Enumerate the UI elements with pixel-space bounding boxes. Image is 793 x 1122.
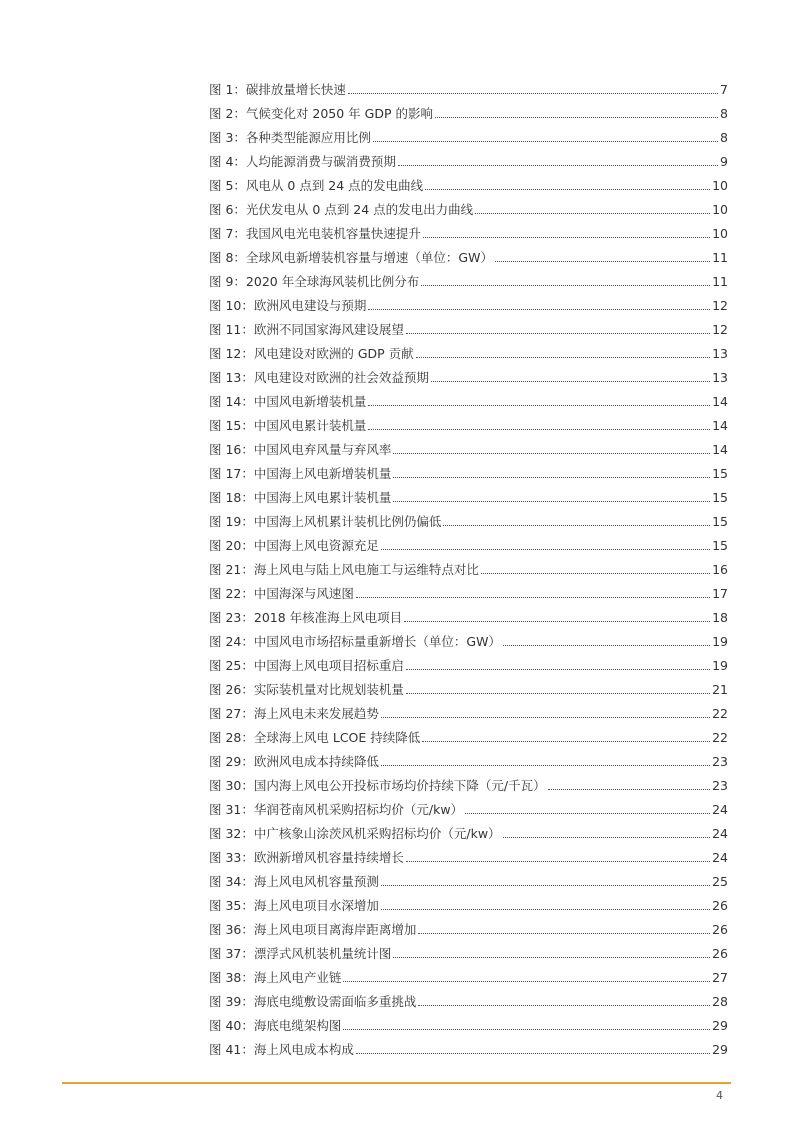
toc-leader-dots	[393, 452, 710, 454]
toc-leader-dots	[416, 356, 710, 358]
toc-entry-title: 图 23：2018 年核准海上风电项目	[209, 610, 403, 625]
toc-leader-dots	[393, 956, 710, 958]
toc-entry[interactable]	[209, 1034, 728, 1058]
toc-entry-title: 图 12：风电建设对欧洲的 GDP 贡献	[209, 346, 414, 361]
toc-entry[interactable]	[209, 242, 728, 266]
toc-entry-title: 图 27：海上风电未来发展趋势	[209, 706, 379, 721]
toc-entry-page: 23	[712, 778, 728, 793]
toc-leader-dots	[406, 860, 710, 862]
toc-leader-dots	[393, 476, 710, 478]
toc-entry[interactable]	[209, 218, 728, 242]
toc-entry-title: 图 7：我国风电光电装机容量快速提升	[209, 226, 421, 241]
toc-entry[interactable]	[209, 938, 728, 962]
toc-entry-page: 17	[712, 586, 728, 601]
toc-entry[interactable]	[209, 386, 728, 410]
toc-leader-dots	[425, 188, 710, 190]
toc-entry-page: 12	[712, 322, 728, 337]
toc-entry[interactable]	[209, 338, 728, 362]
toc-entry-title: 图 4：人均能源消费与碳消费预期	[209, 154, 396, 169]
toc-leader-dots	[423, 236, 710, 238]
toc-leader-dots	[418, 932, 710, 934]
toc-entry[interactable]	[209, 698, 728, 722]
toc-entry-title: 图 3：各种类型能源应用比例	[209, 130, 371, 145]
toc-leader-dots	[368, 428, 710, 430]
toc-entry-page: 9	[720, 154, 728, 169]
toc-entry[interactable]	[209, 458, 728, 482]
toc-entry-page: 23	[712, 754, 728, 769]
toc-leader-dots	[548, 788, 711, 790]
toc-entry-page: 24	[712, 802, 728, 817]
toc-leader-dots	[398, 164, 718, 166]
toc-entry[interactable]	[209, 722, 728, 746]
toc-entry-title: 图 1：碳排放量增长快速	[209, 82, 346, 97]
toc-leader-dots	[381, 548, 710, 550]
page-number: 4	[716, 1089, 723, 1102]
toc-entry-page: 13	[712, 370, 728, 385]
toc-entry-title: 图 30：国内海上风电公开投标市场均价持续下降（元/千瓦）	[209, 778, 546, 793]
toc-leader-dots	[393, 500, 710, 502]
toc-entry[interactable]	[209, 506, 728, 530]
toc-entry[interactable]	[209, 530, 728, 554]
toc-entry[interactable]	[209, 194, 728, 218]
toc-entry-page: 8	[720, 106, 728, 121]
toc-entry[interactable]	[209, 818, 728, 842]
toc-leader-dots	[381, 716, 710, 718]
toc-leader-dots	[503, 836, 711, 838]
toc-leader-dots	[475, 212, 710, 214]
toc-entry-page: 27	[712, 970, 728, 985]
toc-entry-title: 图 37：漂浮式风机装机量统计图	[209, 946, 392, 961]
toc-entry-page: 26	[712, 946, 728, 961]
toc-leader-dots	[481, 572, 710, 574]
toc-entry-page: 15	[712, 466, 728, 481]
toc-entry-title: 图 2：气候变化对 2050 年 GDP 的影响	[209, 106, 433, 121]
toc-entry-title: 图 39：海底电缆敷设需面临多重挑战	[209, 994, 417, 1009]
toc-entry-page: 25	[712, 874, 728, 889]
toc-entry[interactable]	[209, 746, 728, 770]
toc-entry[interactable]	[209, 266, 728, 290]
toc-entry-page: 16	[712, 562, 728, 577]
toc-leader-dots	[406, 668, 710, 670]
table-of-figures	[209, 74, 728, 1058]
toc-entry-page: 22	[712, 730, 728, 745]
toc-entry-title: 图 18：中国海上风电累计装机量	[209, 490, 392, 505]
toc-leader-dots	[381, 884, 710, 886]
toc-leader-dots	[343, 980, 710, 982]
toc-entry-title: 图 33：欧洲新增风机容量持续增长	[209, 850, 404, 865]
toc-entry-title: 图 22：中国海深与风速图	[209, 586, 354, 601]
toc-entry-title: 图 17：中国海上风电新增装机量	[209, 466, 392, 481]
toc-entry-title: 图 20：中国海上风电资源充足	[209, 538, 379, 553]
toc-entry[interactable]	[209, 434, 728, 458]
toc-entry-title: 图 26：实际装机量对比规划装机量	[209, 682, 404, 697]
toc-entry-title: 图 19：中国海上风机累计装机比例仍偏低	[209, 514, 442, 529]
toc-entry[interactable]	[209, 314, 728, 338]
toc-leader-dots	[368, 308, 710, 310]
toc-leader-dots	[435, 116, 718, 118]
toc-entry[interactable]	[209, 122, 728, 146]
toc-leader-dots	[381, 908, 710, 910]
toc-entry-title: 图 34：海上风电风机容量预测	[209, 874, 379, 889]
toc-entry-page: 15	[712, 514, 728, 529]
toc-entry-title: 图 28：全球海上风电 LCOE 持续降低	[209, 730, 421, 745]
toc-entry[interactable]	[209, 626, 728, 650]
toc-entry-page: 26	[712, 898, 728, 913]
toc-entry-page: 26	[712, 922, 728, 937]
toc-entry-title: 图 10：欧洲风电建设与预期	[209, 298, 367, 313]
toc-entry[interactable]	[209, 674, 728, 698]
toc-entry-page: 8	[720, 130, 728, 145]
toc-entry-page: 14	[712, 418, 728, 433]
toc-entry-title: 图 15：中国风电累计装机量	[209, 418, 367, 433]
toc-entry[interactable]	[209, 914, 728, 938]
toc-entry[interactable]	[209, 602, 728, 626]
toc-entry-page: 14	[712, 394, 728, 409]
toc-entry-title: 图 29：欧洲风电成本持续降低	[209, 754, 379, 769]
toc-entry-title: 图 21：海上风电与陆上风电施工与运维特点对比	[209, 562, 479, 577]
toc-entry-title: 图 6：光伏发电从 0 点到 24 点的发电出力曲线	[209, 202, 474, 217]
toc-entry-title: 图 13：风电建设对欧洲的社会效益预期	[209, 370, 429, 385]
toc-leader-dots	[381, 764, 710, 766]
toc-entry[interactable]	[209, 98, 728, 122]
toc-entry-page: 11	[712, 274, 728, 289]
toc-entry-page: 10	[712, 226, 728, 241]
toc-entry[interactable]	[209, 1010, 728, 1034]
toc-entry-title: 图 25：中国海上风电项目招标重启	[209, 658, 404, 673]
toc-entry-title: 图 32：中广核象山涂茨风机采购招标均价（元/kw）	[209, 826, 501, 841]
toc-entry-title: 图 40：海底电缆架构图	[209, 1018, 342, 1033]
toc-leader-dots	[443, 524, 710, 526]
toc-entry[interactable]	[209, 170, 728, 194]
toc-entry-page: 13	[712, 346, 728, 361]
toc-entry-page: 24	[712, 826, 728, 841]
toc-entry-title: 图 5：风电从 0 点到 24 点的发电曲线	[209, 178, 424, 193]
toc-entry-title: 图 9：2020 年全球海风装机比例分布	[209, 274, 420, 289]
toc-entry-page: 14	[712, 442, 728, 457]
toc-entry-page: 10	[712, 202, 728, 217]
toc-leader-dots	[406, 692, 710, 694]
toc-entry[interactable]	[209, 482, 728, 506]
toc-entry-title: 图 31：华润苍南风机采购招标均价（元/kw）	[209, 802, 464, 817]
toc-entry-title: 图 41：海上风电成本构成	[209, 1042, 354, 1057]
toc-leader-dots	[406, 332, 710, 334]
toc-entry-title: 图 36：海上风电项目离海岸距离增加	[209, 922, 417, 937]
toc-leader-dots	[356, 596, 710, 598]
toc-entry-page: 10	[712, 178, 728, 193]
toc-entry-page: 21	[712, 682, 728, 697]
toc-entry[interactable]	[209, 146, 728, 170]
toc-entry-title: 图 11：欧洲不同国家海风建设展望	[209, 322, 404, 337]
toc-leader-dots	[343, 1028, 710, 1030]
toc-leader-dots	[348, 92, 718, 94]
toc-entry[interactable]	[209, 962, 728, 986]
toc-entry-title: 图 14：中国风电新增装机量	[209, 394, 367, 409]
toc-entry-title: 图 38：海上风电产业链	[209, 970, 342, 985]
toc-entry-page: 15	[712, 538, 728, 553]
toc-leader-dots	[356, 1052, 710, 1054]
toc-entry-page: 22	[712, 706, 728, 721]
toc-entry[interactable]	[209, 578, 728, 602]
toc-entry-page: 15	[712, 490, 728, 505]
toc-leader-dots	[421, 284, 710, 286]
toc-leader-dots	[368, 404, 710, 406]
toc-entry-page: 7	[720, 82, 728, 97]
toc-entry[interactable]	[209, 794, 728, 818]
toc-leader-dots	[431, 380, 710, 382]
toc-entry-page: 12	[712, 298, 728, 313]
toc-entry[interactable]	[209, 362, 728, 386]
toc-entry[interactable]	[209, 770, 728, 794]
toc-entry[interactable]	[209, 650, 728, 674]
toc-entry[interactable]	[209, 290, 728, 314]
toc-leader-dots	[422, 740, 710, 742]
toc-entry[interactable]	[209, 410, 728, 434]
toc-entry-page: 18	[712, 610, 728, 625]
toc-entry-page: 29	[712, 1018, 728, 1033]
toc-entry-page: 24	[712, 850, 728, 865]
toc-entry-title: 图 35：海上风电项目水深增加	[209, 898, 379, 913]
toc-leader-dots	[404, 620, 710, 622]
toc-entry-title: 图 24：中国风电市场招标量重新增长（单位：GW）	[209, 634, 501, 649]
toc-entry[interactable]	[209, 74, 728, 98]
toc-leader-dots	[503, 644, 710, 646]
toc-entry[interactable]	[209, 554, 728, 578]
toc-leader-dots	[465, 812, 710, 814]
toc-entry-page: 19	[712, 658, 728, 673]
toc-entry-page: 11	[712, 250, 728, 265]
toc-entry-title: 图 16：中国风电弃风量与弃风率	[209, 442, 392, 457]
toc-entry[interactable]	[209, 866, 728, 890]
toc-entry-page: 29	[712, 1042, 728, 1057]
toc-leader-dots	[373, 140, 718, 142]
footer-divider	[62, 1082, 731, 1084]
toc-entry[interactable]	[209, 890, 728, 914]
toc-leader-dots	[495, 260, 710, 262]
toc-entry[interactable]	[209, 842, 728, 866]
toc-entry-page: 19	[712, 634, 728, 649]
toc-entry-page: 28	[712, 994, 728, 1009]
toc-entry-title: 图 8：全球风电新增装机容量与增速（单位：GW）	[209, 250, 493, 265]
toc-leader-dots	[418, 1004, 710, 1006]
toc-entry[interactable]	[209, 986, 728, 1010]
